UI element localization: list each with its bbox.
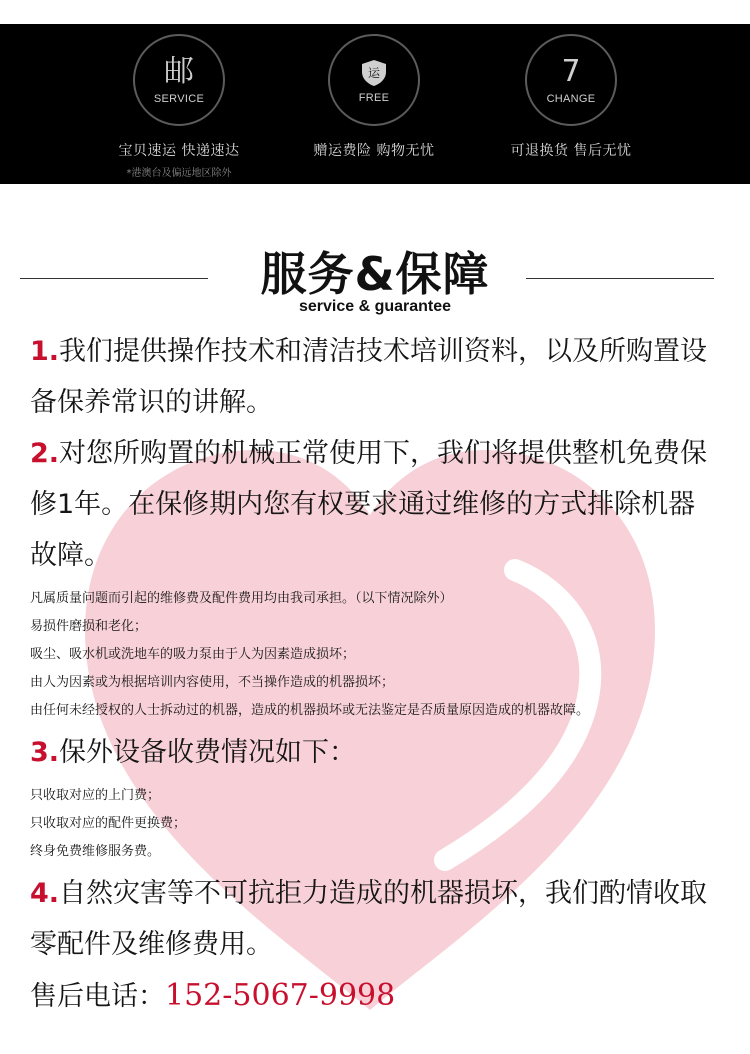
mail-icon: 邮 xyxy=(164,53,194,89)
page-title: 服务&保障 xyxy=(260,247,490,301)
shipping-badge xyxy=(133,34,225,126)
term-text: 保外设备收费情况如下： xyxy=(59,737,357,768)
returns-badge xyxy=(525,34,617,126)
term-2 xyxy=(30,428,720,581)
feature-label: FREE xyxy=(358,91,390,104)
feature-caption: 宝贝速运 快递速达 xyxy=(118,143,240,159)
feature-label: CHANGE xyxy=(546,92,596,105)
list-item: 易损件磨损和老化； xyxy=(30,619,148,634)
feature-shipping xyxy=(94,34,264,179)
feature-free-shipping-insurance xyxy=(289,34,459,160)
term-2-notes xyxy=(30,585,720,725)
feature-note: *港澳台及偏远地区除外 xyxy=(126,168,232,179)
term-number: 1. xyxy=(30,336,60,367)
feature-label: SERVICE xyxy=(153,92,205,105)
term-1 xyxy=(30,326,720,428)
term-number: 2. xyxy=(30,438,60,469)
shield-icon xyxy=(361,59,387,87)
list-item: 吸尘、吸水机或洗地车的吸力泵由于人为因素造成损坏； xyxy=(30,647,356,662)
insurance-badge xyxy=(328,34,420,126)
term-3 xyxy=(30,727,720,778)
after-sales-phone xyxy=(30,970,720,1022)
section-header xyxy=(0,236,750,316)
service-banner xyxy=(0,24,750,184)
term-3-notes xyxy=(30,782,720,866)
list-item: 只收取对应的上门费； xyxy=(30,788,161,803)
list-item: 由人为因素或为根据培训内容使用，不当操作造成的机器损坏； xyxy=(30,675,395,690)
shield-glyph: 运 xyxy=(367,65,381,80)
term-text: 对您所购置的机械正常使用下，我们将提供整机免费保修1年。在保修期内您有权要求通过维修的方式排除机器故障。 xyxy=(30,438,708,571)
list-item: 由任何未经授权的人士拆动过的机器，造成的机器损坏或无法鉴定是否质量原因造成的机器故障。 xyxy=(30,703,590,718)
phone-number[interactable]: 152-5067-9998 xyxy=(165,978,396,1013)
term-number: 3. xyxy=(30,737,60,768)
term-4 xyxy=(30,868,720,970)
list-item: 终身免费维修服务费。 xyxy=(30,844,161,859)
term-number: 4. xyxy=(30,878,60,909)
feature-returns xyxy=(486,34,656,160)
phone-label: 售后电话： xyxy=(30,981,165,1012)
seven-day-icon: 7 xyxy=(561,53,581,89)
term-text: 自然灾害等不可抗拒力造成的机器损坏，我们酌情收取零配件及维修费用。 xyxy=(30,878,708,960)
page-subtitle: service & guarantee xyxy=(298,298,452,315)
service-terms xyxy=(30,326,720,1022)
feature-caption: 赠运费险 购物无忧 xyxy=(313,143,435,159)
term-text: 我们提供操作技术和清洁技术培训资料，以及所购置设备保养常识的讲解。 xyxy=(30,336,708,418)
list-item: 凡属质量问题而引起的维修费及配件费用均由我司承担。（以下情况除外） xyxy=(30,591,453,606)
feature-caption: 可退换货 售后无忧 xyxy=(510,143,632,159)
list-item: 只收取对应的配件更换费； xyxy=(30,816,187,831)
